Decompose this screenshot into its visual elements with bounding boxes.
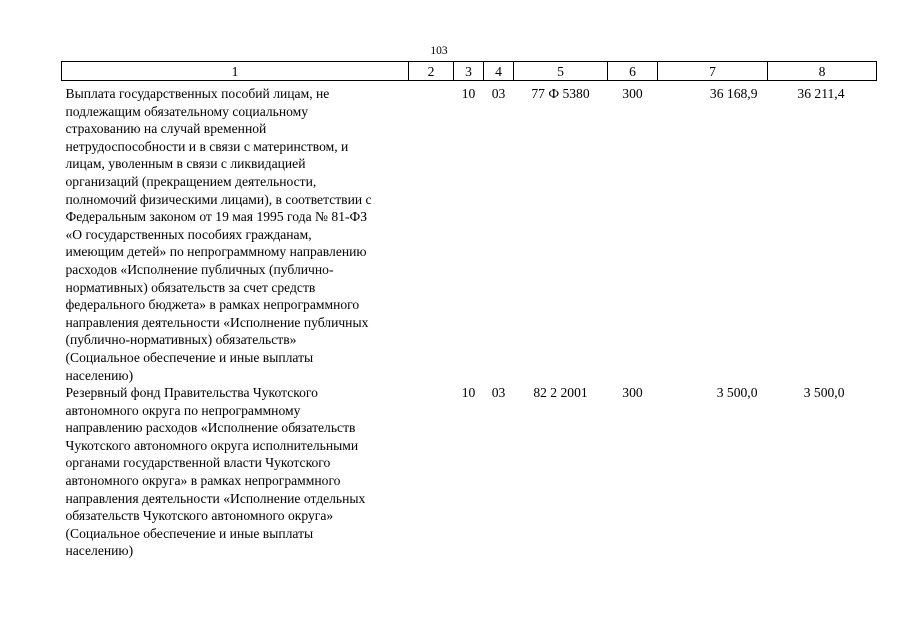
description-line: «О государственных пособиях гражданам, <box>65 226 312 242</box>
description-line: подлежащим обязательному социальному <box>65 103 309 119</box>
description-line: автономного округа» в рамках непрограммного <box>65 473 341 489</box>
description-line: организаций (прекращением деятельности, <box>65 173 317 189</box>
description-line: (публично-нормативных) обязательств» <box>65 332 297 348</box>
description-line: лицам, уволенным в связи с ликвидацией <box>65 156 306 172</box>
description-line: автономного округа по непрограммному <box>65 402 301 418</box>
description-line: нормативных) обязательств за счет средств <box>65 279 316 295</box>
column-header-1: 1 <box>62 62 409 81</box>
description-line: имеющим детей» по непрограммному направлению <box>65 244 367 260</box>
cell-target-article: 82 2 2001 <box>533 385 588 401</box>
header-row <box>62 62 877 81</box>
cell-amount-7: 36 168,9 <box>709 86 758 101</box>
cell-expense-type: 300 <box>622 86 643 101</box>
description-line: обязательств Чукотского автономного округа» <box>65 508 334 524</box>
cell-col-2 <box>409 81 454 385</box>
description-line: Резервный фонд Правительства Чукотского <box>65 385 318 401</box>
cell-subsection: 03 <box>491 86 506 101</box>
column-header-8: 8 <box>768 62 877 81</box>
description-line: направления деятельности «Исполнение публичных <box>65 314 369 330</box>
description-line: (Социальное обеспечение и иные выплаты <box>65 349 314 365</box>
description-line: населению) <box>65 367 134 383</box>
description-line: населению) <box>65 543 134 559</box>
cell-section: 10 <box>461 385 476 401</box>
description-line: Выплата государственных пособий лицам, не <box>65 86 330 101</box>
cell-amount-8: 3 500,0 <box>803 385 845 401</box>
description-line: направлению расходов «Исполнение обязательств <box>65 420 356 436</box>
description-line: расходов «Исполнение публичных (публично- <box>65 261 334 277</box>
description-line: полномочий физическими лицами), в соответствии с <box>65 191 372 207</box>
row-description <box>62 81 409 385</box>
cell-target-article: 77 Ф 5380 <box>531 86 590 101</box>
cell-subsection: 03 <box>491 385 506 401</box>
column-header-6: 6 <box>608 62 658 81</box>
cell-expense-type: 300 <box>622 385 643 401</box>
description-line: направления деятельности «Исполнение отдельных <box>65 490 366 506</box>
description-line: страхованию на случай временной <box>65 121 267 137</box>
description-line: Федеральным законом от 19 мая 1995 года № 81-ФЗ <box>65 209 368 225</box>
column-header-3: 3 <box>454 62 484 81</box>
cell-amount-8: 36 211,4 <box>797 86 845 101</box>
cell-section: 10 <box>461 86 476 101</box>
description-line: Чукотского автономного округа исполнительными <box>65 437 359 453</box>
description-line: органами государственной власти Чукотского <box>65 455 331 471</box>
cell-col-2 <box>409 384 454 560</box>
column-header-2: 2 <box>409 62 454 81</box>
page-number: 103 <box>430 45 448 57</box>
budget-table <box>61 61 877 560</box>
column-header-5: 5 <box>514 62 608 81</box>
row-description <box>62 384 409 560</box>
column-header-7: 7 <box>658 62 768 81</box>
description-line: (Социальное обеспечение и иные выплаты <box>65 525 314 541</box>
table-row <box>62 384 877 560</box>
description-line: нетрудоспособности и в связи с материнством, и <box>65 138 349 154</box>
cell-amount-7: 3 500,0 <box>716 385 758 401</box>
description-line: федерального бюджета» в рамках непрограммного <box>65 297 360 313</box>
table-row <box>62 81 877 385</box>
column-header-4: 4 <box>484 62 514 81</box>
